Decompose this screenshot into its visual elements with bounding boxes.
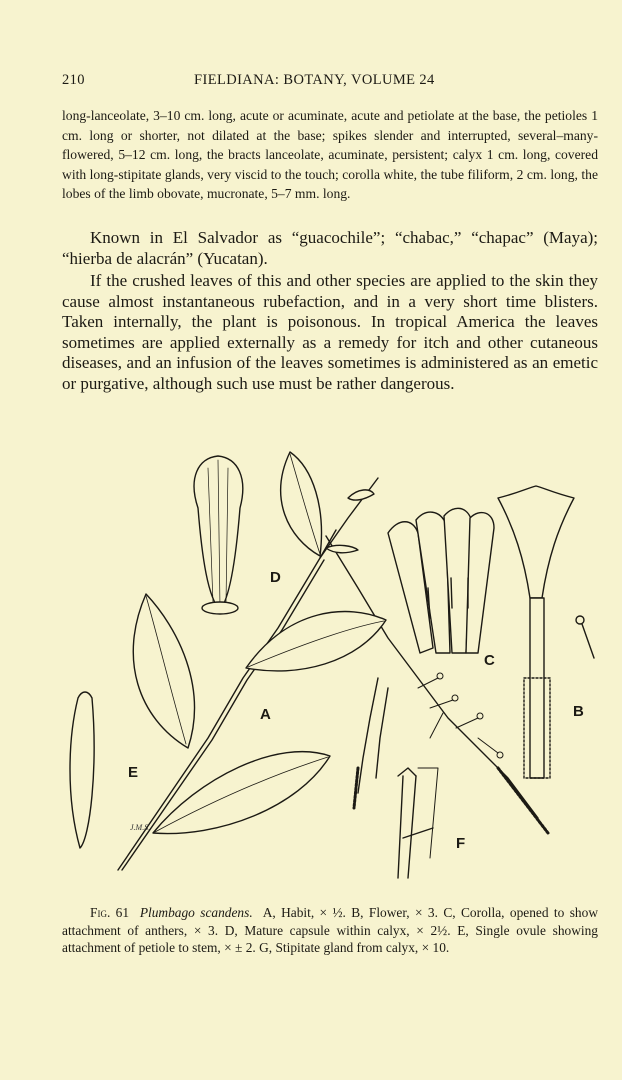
artist-initials: J.M.S.: [130, 823, 151, 832]
figure-label-f: F: [456, 835, 466, 852]
flower-b: [498, 486, 574, 778]
botanical-illustration: [58, 438, 584, 878]
figure-label-e: E: [128, 764, 139, 781]
species-description: long-lanceolate, 3–10 cm. long, acute or acuminate, acute and petiolate at the base, the petioles 1 cm. long or shorter, not dilated at the base; spikes slender and interrupted, several–many-flowered, 5–12 cm. long, the bracts lanceolate, acuminate, persistent; calyx 1 cm. long, covered with long-stipitate glands, very viscid to the touch; corolla white, the tube filiform, 2 cm. long, the lobes of the limb obovate, mucronate, 5–7 mm. long.: [62, 108, 598, 201]
figure-label-d: D: [270, 569, 281, 586]
figure-label-c: C: [484, 652, 495, 669]
plumbago-scandens-drawing: [58, 438, 584, 878]
corolla-c: [388, 508, 494, 653]
leaf-bottom: [153, 752, 330, 834]
figure-label-a: A: [260, 706, 271, 723]
caption-species: Plumbago scandens.: [139, 905, 253, 920]
uses-paragraph: If the crushed leaves of this and other species are applied to the skin they cause almost instantaneous rubefaction, and in a very short time blisters. Taken internally, the plant is poisonous. In tropical America the leaves sometimes are applied externally as a remedy for itch and other cutaneous diseases, and an infusion of the leaves sometimes is administered as an emetic or purgative, although such use must be rather dangerous.: [62, 271, 598, 393]
figure-number: Fig. 61: [90, 905, 130, 920]
ovule-e: [70, 692, 94, 848]
gland-g: [576, 616, 584, 624]
leaf-left: [133, 594, 194, 748]
figure-caption: [62, 904, 598, 957]
leaf-mid-right: [246, 612, 386, 671]
running-title: FIELDIANA: BOTANY, VOLUME 24: [194, 72, 435, 88]
page-number: 210: [62, 72, 85, 88]
caption-text: A, Habit, × ½. B, Flower, × 3. C, Corolla, opened to show attachment of anthers, × 3. D, Mature capsule within calyx, × 2½. E, Single ovule showing attachment of petiole to stem, × ± 2. G, Stipitate gland from calyx, × 10.: [62, 905, 598, 955]
common-names-paragraph: Known in El Salvador as “guacochile”; “chabac,” “chapac” (Maya); “hierba de alacrán” (Yucatan).: [62, 228, 598, 268]
figure-label-b: B: [573, 703, 584, 720]
stem-detail-f: [398, 768, 438, 878]
drooping-spike: [358, 678, 378, 793]
